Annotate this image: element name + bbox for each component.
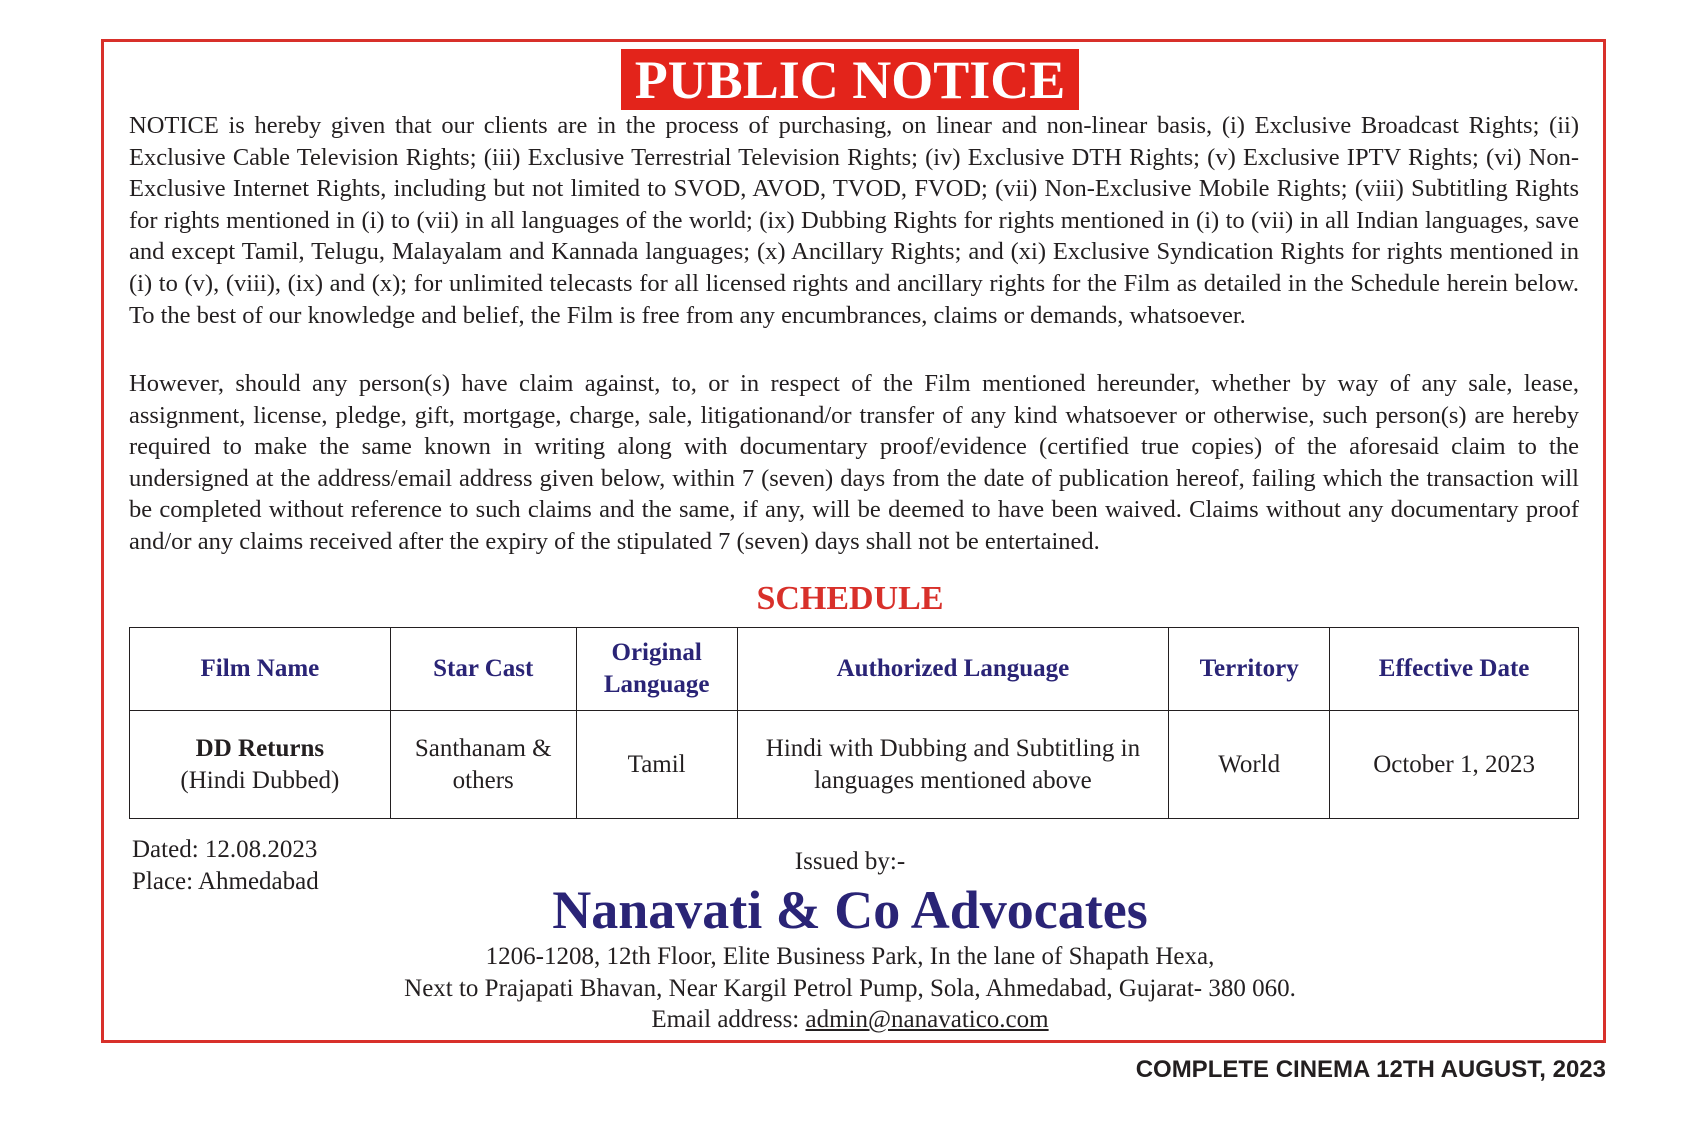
header-effective-date: Effective Date xyxy=(1330,628,1579,711)
address-line-2: Next to Prajapati Bhavan, Near Kargil Petrol Pump, Sola, Ahmedabad, Gujarat- 380 060. xyxy=(404,974,1296,1002)
schedule-heading: SCHEDULE xyxy=(756,580,944,617)
film-subtitle: (Hindi Dubbed) xyxy=(180,766,340,794)
notice-paragraph-1: NOTICE is hereby given that our clients are in the process of purchasing, on linear and non-linear basis, (i) Exclusive Broadcast Rights; (ii) Exclusive Cable Television Rights; (iii) Exclusive Terrestrial Television Rights; (iv) Exclusive DTH Rights; (v) Exclusive IPTV Rights; (vi) Non-Exclusive Internet Rights, including but not limited to SVOD, AVOD, TVOD, FVOD; (vii) Non-Exclusive Mobile Rights; (viii) Subtitling Rights for rights mentioned in (i) to (vii) in all languages of the world; (ix) Dubbing Rights for rights mentioned in (i) to (vii) in all Indian languages, save and except Tamil, Telugu, Malayalam and Kannada languages; (x) Ancillary Rights; and (xi) Exclusive Syndication Rights for rights mentioned in (i) to (v), (viii), (ix) and (x); for unlimited telecasts for all licensed rights and ancillary rights for the Film as detailed in the Schedule herein below. To the best of our knowledge and belief, the Film is free from any encumbrances, claims or demands, whatsoever. xyxy=(129,112,1579,329)
notice-paragraph-2: However, should any person(s) have claim against, to, or in respect of the Film mentioned hereunder, whether by way of any sale, lease, assignment, license, pledge, gift, mortgage, charge, sale, litigationand/or transfer of any kind whatsoever or otherwise, such person(s) are hereby required to make the same known in writing along with documentary proof/evidence (certified true copies) of the aforesaid claim to the undersigned at the address/email address given below, within 7 (seven) days from the date of publication hereof, failing which the transaction will be completed without reference to such claims and the same, if any, will be deemed to have been waived. Claims without any documentary proof and/or any claims received after the expiry of the stipulated 7 (seven) days shall not be entertained. xyxy=(129,370,1579,555)
cell-film-name xyxy=(130,711,391,819)
cell-star-cast: Santhanam & others xyxy=(390,711,576,819)
cell-original-language: Tamil xyxy=(576,711,737,819)
header-star-cast: Star Cast xyxy=(390,628,576,711)
schedule-table xyxy=(129,627,1579,819)
cell-effective-date: October 1, 2023 xyxy=(1330,711,1579,819)
header-original-language: Original Language xyxy=(576,628,737,711)
header-authorized-language: Authorized Language xyxy=(737,628,1169,711)
place-text: Place: Ahmedabad xyxy=(132,868,319,895)
firm-name: Nanavati & Co Advocates xyxy=(552,880,1148,940)
film-title: DD Returns xyxy=(195,734,325,762)
email-label: Email address: xyxy=(651,1006,806,1033)
email-link[interactable]: admin@nanavatico.com xyxy=(805,1006,1049,1033)
table-row xyxy=(130,711,1579,819)
firm-address xyxy=(0,941,1700,1036)
table-header-row xyxy=(130,628,1579,711)
title-container xyxy=(0,49,1700,110)
header-territory: Territory xyxy=(1169,628,1330,711)
email-line xyxy=(0,1004,1700,1036)
header-film-name: Film Name xyxy=(130,628,391,711)
issued-by-label: Issued by:- xyxy=(794,848,906,875)
dated-text: Dated: 12.08.2023 xyxy=(132,836,318,863)
cell-territory: World xyxy=(1169,711,1330,819)
publication-footer: COMPLETE CINEMA 12TH AUGUST, 2023 xyxy=(1135,1056,1606,1083)
notice-title: PUBLIC NOTICE xyxy=(621,49,1080,110)
cell-authorized-language: Hindi with Dubbing and Subtitling in languages mentioned above xyxy=(737,711,1169,819)
address-line-1: 1206-1208, 12th Floor, Elite Business Park, In the lane of Shapath Hexa, xyxy=(485,943,1215,970)
